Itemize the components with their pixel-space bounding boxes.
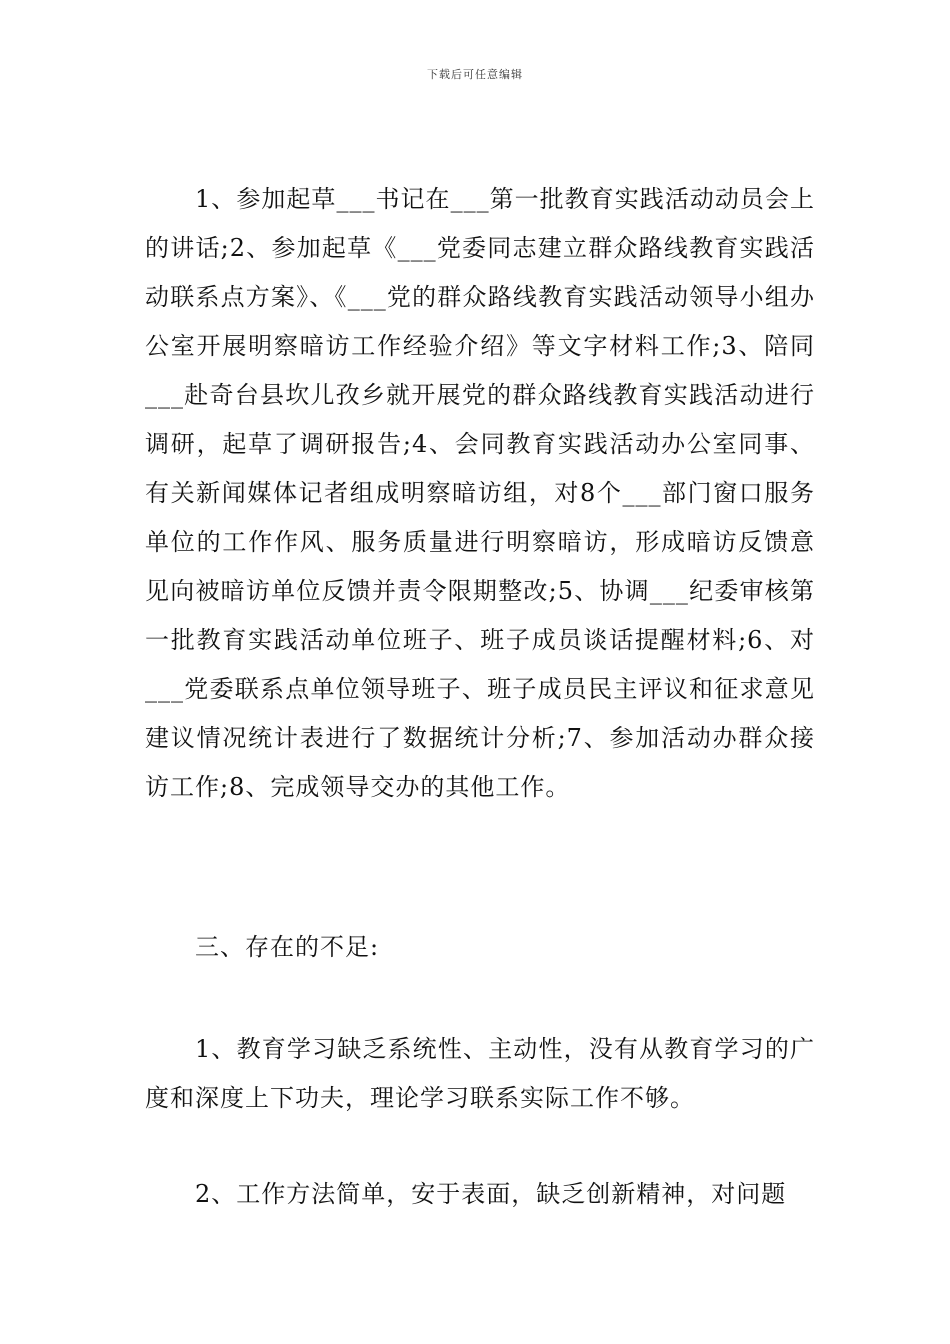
paragraph-work-items: 1、参加起草___书记在___第一批教育实践活动动员会上的讲话;2、参加起草《___党委同志建立群众路线教育实践活动联系点方案》、《___党的群众路线教育实践活动领导小组办公室开展明察暗访工作经验介绍》等文字材料工作;3、陪同___赴奇台县坎儿孜乡就开展党的群众路线教育实践活动进行调研，起草了调研报告;4、会同教育实践活动办公室同事、有关新闻媒体记者组成明察暗访组，对8个___部门窗口服务单位的工作作风、服务质量进行明察暗访，形成暗访反馈意见向被暗访单位反馈并责令限期整改;5、协调___纪委审核第一批教育实践活动单位班子、班子成员谈话提醒材料;6、对___党委联系点单位领导班子、班子成员民主评议和征求意见建议情况统计表进行了数据统计分析;7、参加活动办群众接访工作;8、完成领导交办的其他工作。 xyxy=(145,185,815,801)
header-note: 下载后可任意编辑 xyxy=(427,68,523,81)
paragraph-shortcoming-1: 1、教育学习缺乏系统性、主动性，没有从教育学习的广度和深度上下功夫，理论学习联系实际工作不够。 xyxy=(145,1035,815,1112)
section-heading-shortcomings: 三、存在的不足: xyxy=(195,933,380,961)
paragraph-shortcoming-2: 2、工作方法简单，安于表面，缺乏创新精神，对问题 xyxy=(195,1180,787,1208)
